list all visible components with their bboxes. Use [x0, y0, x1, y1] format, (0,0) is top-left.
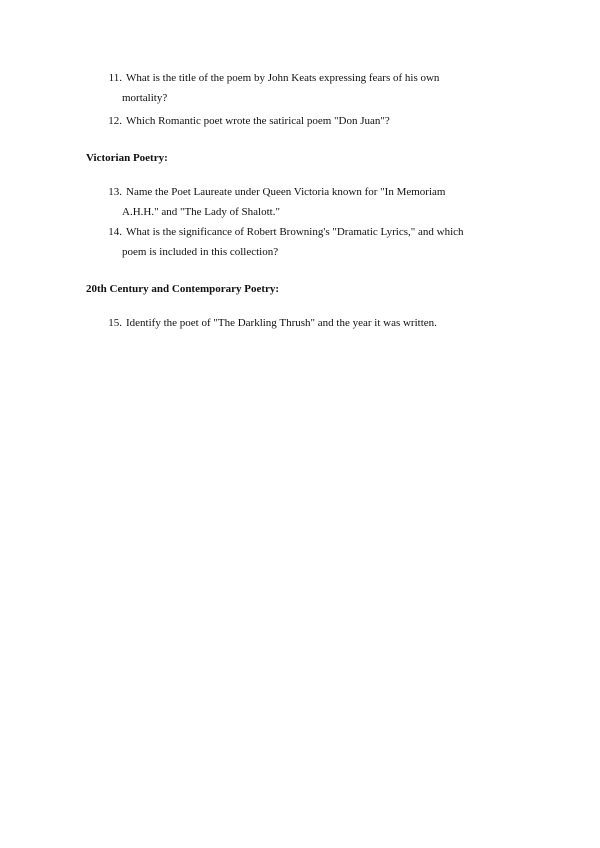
- question-number: 14.: [108, 226, 122, 238]
- question-13: [104, 182, 524, 222]
- question-14: [104, 222, 524, 262]
- question-11: [104, 68, 524, 108]
- question-15: [104, 313, 524, 333]
- section-heading-20th-century: 20th Century and Contemporary Poetry:: [86, 283, 280, 295]
- question-text: Identify the poet of "The Darkling Thrush" and the year it was written.: [126, 317, 437, 329]
- question-text-continued: mortality?: [122, 92, 168, 104]
- question-text-continued: A.H.H." and "The Lady of Shalott.": [122, 206, 280, 218]
- question-12: [104, 111, 524, 131]
- question-text: What is the title of the poem by John Keats expressing fears of his own: [126, 72, 440, 84]
- question-text-continued: poem is included in this collection?: [122, 246, 279, 258]
- question-text: Name the Poet Laureate under Queen Victoria known for "In Memoriam: [126, 186, 446, 198]
- question-number: 15.: [108, 317, 122, 329]
- question-number: 13.: [108, 186, 122, 198]
- question-number: 12.: [108, 115, 122, 127]
- question-number: 11.: [108, 72, 122, 84]
- section-heading-victorian: Victorian Poetry:: [86, 152, 168, 164]
- question-text: What is the significance of Robert Browning's "Dramatic Lyrics," and which: [126, 226, 464, 238]
- question-text: Which Romantic poet wrote the satirical poem "Don Juan"?: [126, 115, 390, 127]
